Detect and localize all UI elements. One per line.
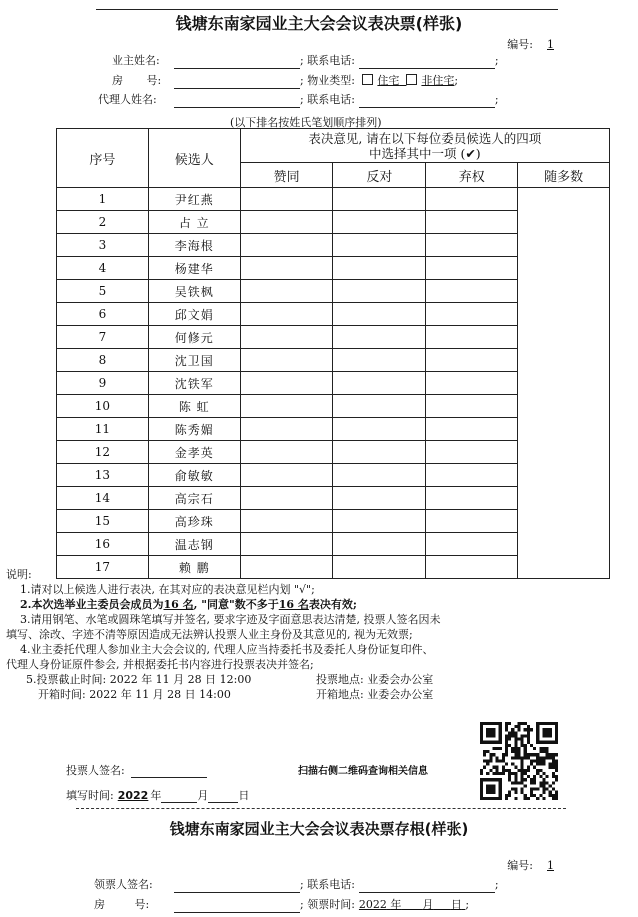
day-unit: 日 — [238, 789, 250, 802]
vote-cell-approve[interactable] — [240, 257, 333, 280]
row-number: 11 — [57, 418, 149, 441]
row-number: 1 — [57, 188, 149, 211]
stub-serial — [507, 857, 554, 873]
note-5a — [6, 672, 632, 687]
stub-phone-field[interactable] — [359, 880, 495, 893]
proxy-phone-field[interactable] — [359, 95, 495, 108]
vote-cell-abstain[interactable] — [426, 487, 518, 510]
note-2-d: 16 名 — [278, 598, 309, 611]
serial-value: 1 — [547, 38, 554, 51]
note-3a: 3.请用钢笔、水笔或圆珠笔填写并签名, 要求字迹及字面意思表达清楚, 投票人签名因未 — [20, 613, 441, 626]
candidate-name: 高珍珠 — [148, 510, 240, 533]
month-unit: 月 — [197, 789, 209, 802]
vote-cell-oppose[interactable] — [333, 464, 426, 487]
proxy-name-label: 代理人姓名: — [98, 93, 157, 106]
serial-label: 编号: — [507, 38, 533, 51]
note-4b: 代理人身份证原件参会, 并根据委托书内容进行投票表决并签名; — [6, 658, 314, 671]
vote-cell-approve[interactable] — [240, 418, 333, 441]
stub-year-unit: 年 — [390, 898, 402, 911]
vote-cell-abstain[interactable] — [426, 510, 518, 533]
vote-cell-abstain[interactable] — [426, 280, 518, 303]
vote-cell-approve[interactable] — [240, 533, 333, 556]
vote-cell-approve[interactable] — [240, 395, 333, 418]
voting-table-body — [57, 188, 610, 579]
room-field[interactable] — [174, 76, 300, 89]
qr-code-icon — [480, 722, 558, 800]
stub-serial-label: 编号: — [507, 859, 533, 872]
stub-time-label: ; 领票时间: — [300, 898, 355, 911]
vote-cell-abstain[interactable] — [426, 326, 518, 349]
vote-cell-oppose[interactable] — [333, 510, 426, 533]
voter-signature-row — [66, 762, 207, 778]
stub-month-unit: 月 — [422, 898, 434, 911]
row-number: 10 — [57, 395, 149, 418]
owner-name-label: 业主姓名: — [112, 54, 160, 67]
candidate-name: 高宗石 — [148, 487, 240, 510]
open-time: 开箱时间: 2022 年 11 月 28 日 14:00 — [38, 688, 231, 701]
vote-cell-approve[interactable] — [240, 211, 333, 234]
fill-month-field[interactable] — [161, 790, 197, 803]
vote-cell-oppose[interactable] — [333, 372, 426, 395]
proxy-row — [98, 92, 499, 108]
property-options — [362, 74, 454, 87]
vote-cell-oppose[interactable] — [333, 257, 426, 280]
vote-cell-abstain[interactable] — [426, 533, 518, 556]
candidate-name: 俞敏敏 — [148, 464, 240, 487]
note-5b — [6, 687, 632, 702]
col-header-abstain: 弃权 — [426, 163, 518, 188]
room-label: 房 号: — [112, 74, 162, 87]
owner-name-field[interactable] — [174, 56, 300, 69]
vote-cell-abstain[interactable] — [426, 418, 518, 441]
non-residential-label: 非住宅 — [421, 74, 455, 87]
stub-title: 钱塘东南家园业主大会会议表决票存根(样张) — [169, 820, 469, 838]
semicolon: ; — [494, 54, 499, 67]
row-number: 4 — [57, 257, 149, 280]
contact-phone-field[interactable] — [359, 56, 495, 69]
row-number: 5 — [57, 280, 149, 303]
instruction-line2: 中选择其中一项 (✔) — [368, 145, 481, 161]
vote-cell-oppose[interactable] — [333, 418, 426, 441]
instruction-header — [240, 129, 609, 163]
note-4a: 4.业主委托代理人参加业主大会会议的, 代理人应当持委托书及委托人身份证复印件、 — [20, 643, 434, 656]
ballot-title: 钱塘东南家园业主大会会议表决票(样张) — [175, 14, 463, 33]
vote-cell-approve[interactable] — [240, 280, 333, 303]
vote-cell-abstain[interactable] — [426, 188, 518, 211]
vote-cell-approve[interactable] — [240, 487, 333, 510]
vote-cell-approve[interactable] — [240, 464, 333, 487]
vote-cell-abstain[interactable] — [426, 372, 518, 395]
open-location: 开箱地点: 业委会办公室 — [316, 688, 434, 701]
vote-cell-majority[interactable] — [518, 188, 610, 579]
row-number: 13 — [57, 464, 149, 487]
stub-receiver-label: 领票人签名: — [94, 878, 153, 891]
row-number: 6 — [57, 303, 149, 326]
row-number: 8 — [57, 349, 149, 372]
candidate-name: 杨建华 — [148, 257, 240, 280]
stub-room-row — [94, 897, 469, 913]
instructions-notes — [6, 567, 632, 702]
residential-label: 住宅 — [377, 74, 400, 87]
candidate-name: 吴铁枫 — [148, 280, 240, 303]
non-residential-checkbox[interactable] — [406, 74, 417, 85]
col-header-candidate: 候选人 — [148, 129, 240, 188]
candidate-name: 邱文娟 — [148, 303, 240, 326]
order-note: (以下排名按姓氏笔划顺序排列) — [230, 116, 382, 129]
candidate-name: 陈 虹 — [148, 395, 240, 418]
note-1: 1.请对以上候选人进行表决, 在其对应的表决意见栏内划 "√"; — [20, 583, 315, 596]
candidate-name: 尹红燕 — [148, 188, 240, 211]
fill-time-row — [66, 787, 249, 803]
semicolon: ; — [494, 93, 499, 106]
candidate-name: 何修元 — [148, 326, 240, 349]
stub-serial-value: 1 — [547, 859, 554, 872]
contact-phone-label-2: ; 联系电话: — [300, 93, 355, 106]
vote-cell-oppose[interactable] — [333, 349, 426, 372]
notes-heading: 说明: — [6, 568, 32, 581]
instruction-line1: 表决意见, 请在以下每位委员候选人的四项 — [308, 130, 542, 146]
candidate-name: 沈卫国 — [148, 349, 240, 372]
voter-signature-label: 投票人签名: — [66, 764, 125, 777]
fill-time-label: 填写时间: — [66, 789, 114, 802]
voter-signature-field[interactable] — [131, 765, 207, 778]
candidate-name: 赖 鹏 — [148, 556, 240, 579]
stub-room-label: 房 号: — [94, 898, 150, 911]
candidate-name: 金孝英 — [148, 441, 240, 464]
fill-time-year: 2022 — [117, 789, 149, 802]
vote-deadline: 5.投票截止时间: 2022 年 11 月 28 日 12:00 — [26, 673, 252, 686]
vote-cell-abstain[interactable] — [426, 234, 518, 257]
candidate-name: 占 立 — [148, 211, 240, 234]
row-number: 2 — [57, 211, 149, 234]
vote-cell-abstain[interactable] — [426, 441, 518, 464]
contact-phone-label: ; 联系电话: — [300, 54, 355, 67]
candidate-name: 沈铁军 — [148, 372, 240, 395]
candidate-name: 温志钢 — [148, 533, 240, 556]
row-number: 12 — [57, 441, 149, 464]
vote-cell-approve[interactable] — [240, 326, 333, 349]
year-unit: 年 — [150, 789, 162, 802]
proxy-name-field[interactable] — [174, 95, 300, 108]
vote-cell-abstain[interactable] — [426, 395, 518, 418]
note-2-e: 表决有效; — [308, 598, 357, 611]
row-number: 3 — [57, 234, 149, 257]
vote-cell-approve[interactable] — [240, 372, 333, 395]
cut-line — [76, 808, 566, 809]
stub-day-unit: 日 — [450, 898, 462, 911]
vote-cell-approve[interactable] — [240, 349, 333, 372]
candidate-name: 李海根 — [148, 234, 240, 257]
note-2 — [6, 597, 632, 612]
vote-cell-approve[interactable] — [240, 188, 333, 211]
vote-cell-approve[interactable] — [240, 303, 333, 326]
stub-time-value — [359, 898, 465, 911]
vote-cell-abstain[interactable] — [426, 257, 518, 280]
vote-cell-oppose[interactable] — [333, 395, 426, 418]
vote-cell-abstain[interactable] — [426, 211, 518, 234]
residential-checkbox[interactable] — [362, 74, 373, 85]
stub-receiver-field[interactable] — [174, 880, 300, 893]
note-2-c: , "同意"数不多于 — [193, 598, 279, 611]
vote-cell-oppose[interactable] — [333, 326, 426, 349]
vote-cell-approve[interactable] — [240, 234, 333, 257]
vote-cell-approve[interactable] — [240, 441, 333, 464]
col-header-no: 序号 — [57, 129, 149, 188]
row-number: 7 — [57, 326, 149, 349]
qr-hint: 扫描右侧二维码查询相关信息 — [298, 766, 428, 777]
semicolon: ; — [494, 878, 499, 891]
semicolon: ; — [454, 74, 459, 87]
row-number: 15 — [57, 510, 149, 533]
vote-cell-abstain[interactable] — [426, 303, 518, 326]
vote-cell-oppose[interactable] — [333, 533, 426, 556]
row-number: 9 — [57, 372, 149, 395]
fill-day-field[interactable] — [208, 790, 238, 803]
vote-cell-abstain[interactable] — [426, 349, 518, 372]
serial-number — [507, 36, 554, 52]
voting-table — [56, 128, 610, 579]
property-type-label: ; 物业类型: — [300, 74, 355, 87]
stub-receiver-row — [94, 877, 499, 893]
vote-cell-oppose[interactable] — [333, 211, 426, 234]
note-2-b: 16 名 — [163, 598, 194, 611]
vote-cell-oppose[interactable] — [333, 188, 426, 211]
vote-cell-oppose[interactable] — [333, 280, 426, 303]
note-2-a: 2.本次选举业主委员会成员为 — [20, 598, 164, 611]
col-header-majority: 随多数 — [518, 163, 610, 188]
vote-cell-oppose[interactable] — [333, 487, 426, 510]
row-number: 16 — [57, 533, 149, 556]
vote-cell-abstain[interactable] — [426, 464, 518, 487]
vote-cell-approve[interactable] — [240, 510, 333, 533]
vote-cell-oppose[interactable] — [333, 234, 426, 257]
vote-location: 投票地点: 业委会办公室 — [316, 673, 434, 686]
stub-phone-label: ; 联系电话: — [300, 878, 355, 891]
semicolon: ; — [465, 898, 470, 911]
row-number: 17 — [57, 556, 149, 579]
col-header-oppose: 反对 — [333, 163, 426, 188]
top-rule — [96, 9, 558, 10]
room-row — [112, 73, 458, 89]
vote-cell-oppose[interactable] — [333, 441, 426, 464]
row-number: 14 — [57, 487, 149, 510]
candidate-name: 陈秀媚 — [148, 418, 240, 441]
stub-room-field[interactable] — [174, 900, 300, 913]
owner-name-row — [112, 53, 499, 69]
stub-year: 2022 — [358, 898, 387, 911]
col-header-approve: 赞同 — [240, 163, 333, 188]
table-row — [57, 188, 610, 211]
vote-cell-oppose[interactable] — [333, 303, 426, 326]
note-3b: 填写、涂改、字迹不清等原因造成无法辨认投票人业主身份及其意见的, 视为无效票; — [6, 628, 413, 641]
